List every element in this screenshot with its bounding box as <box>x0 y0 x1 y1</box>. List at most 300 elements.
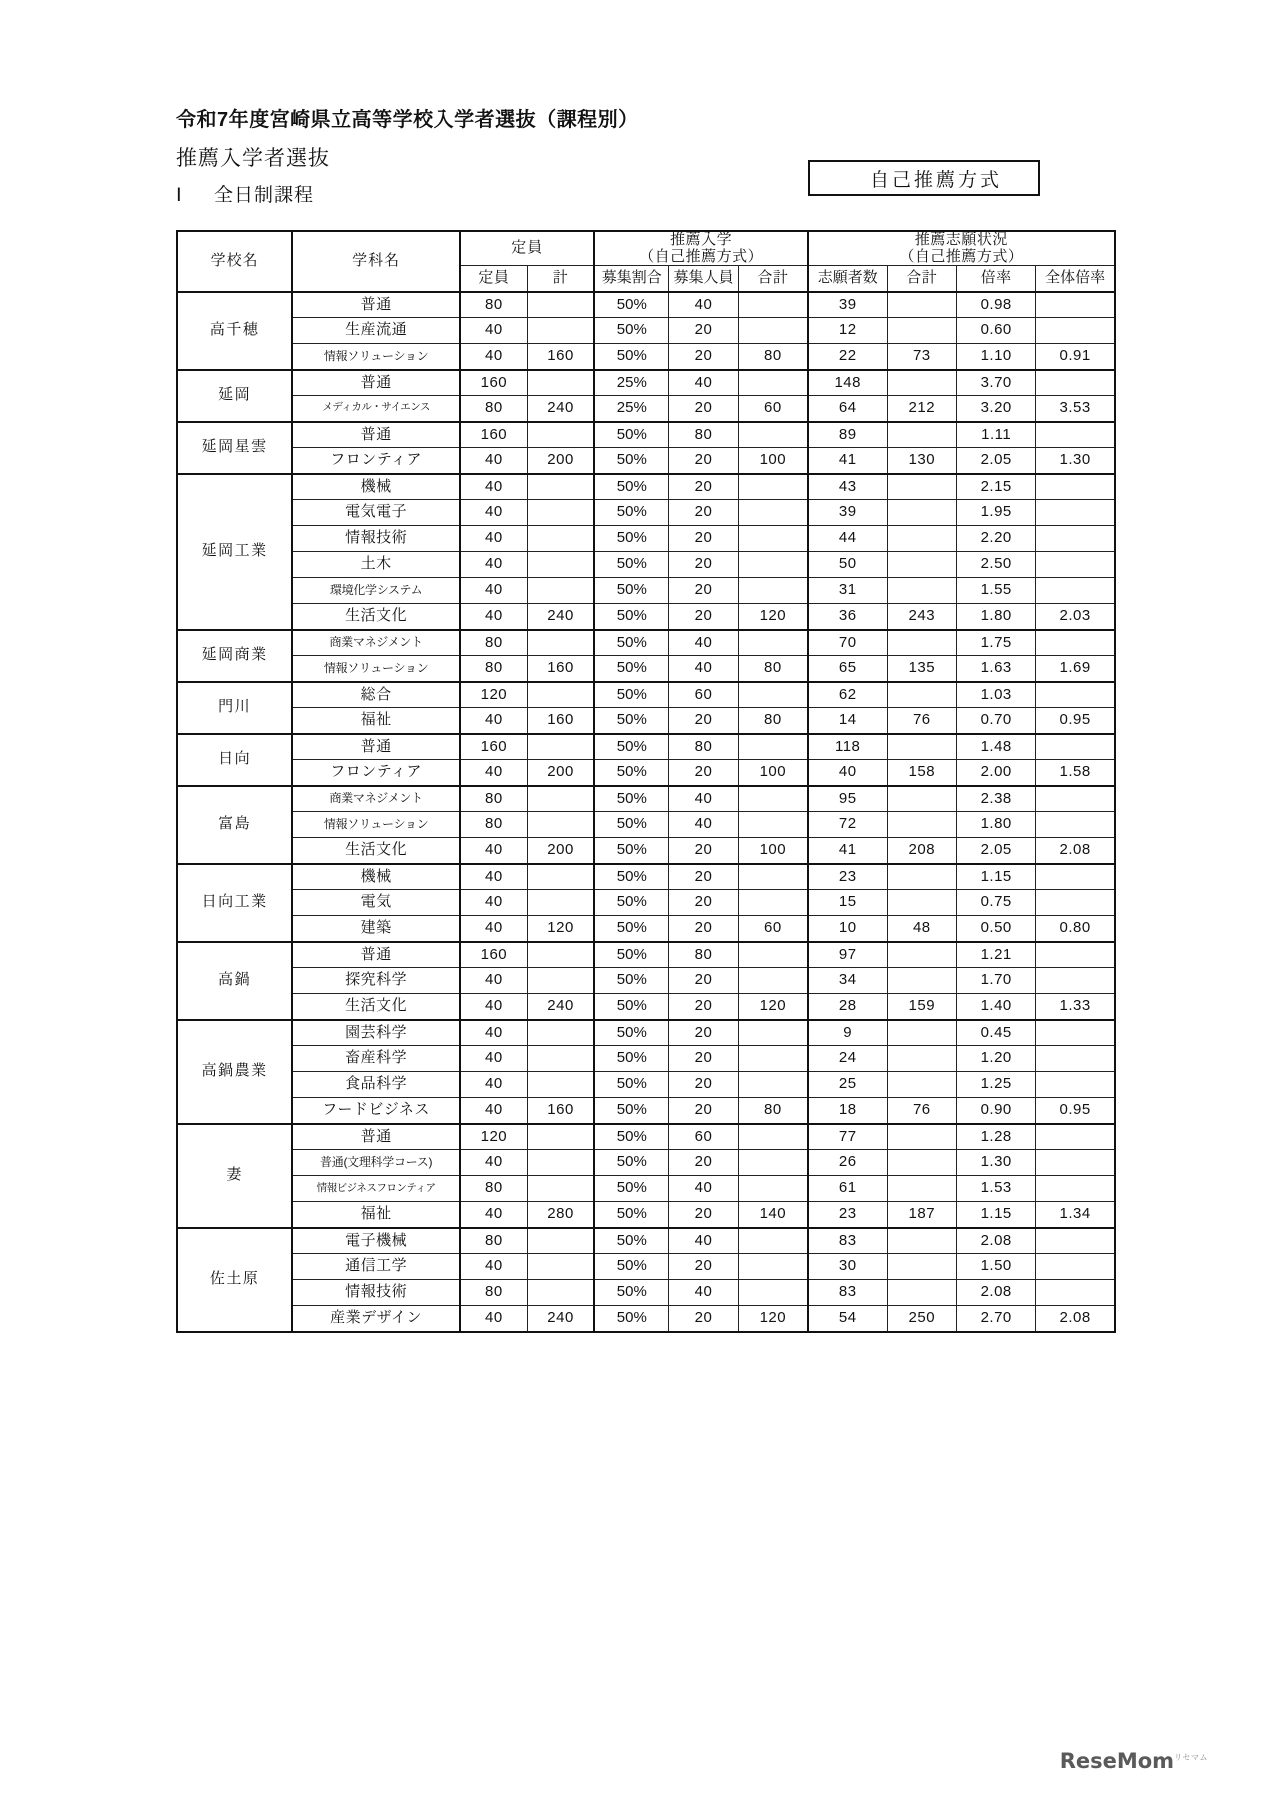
cell-applicants-total <box>887 942 957 968</box>
cell-magnification-overall <box>1036 1150 1115 1176</box>
cell-applicants-total: 187 <box>887 1202 957 1228</box>
cell-applicants: 77 <box>808 1124 887 1150</box>
cell-magnification: 1.63 <box>957 656 1036 682</box>
cell-quota-total <box>738 890 808 916</box>
cell-magnification-overall <box>1036 812 1115 838</box>
cell-capacity-total <box>527 734 594 760</box>
cell-quota-total <box>738 1046 808 1072</box>
cell-school: 延岡 <box>177 370 292 422</box>
cell-applicants-total <box>887 812 957 838</box>
cell-magnification-overall: 1.58 <box>1036 760 1115 786</box>
cell-quota-ratio: 50% <box>594 578 668 604</box>
cell-department: 情報ソリューション <box>292 656 460 682</box>
cell-applicants: 62 <box>808 682 887 708</box>
table-row <box>177 422 1115 448</box>
cell-quota-total <box>738 318 808 344</box>
cell-magnification-overall <box>1036 682 1115 708</box>
cell-magnification-overall <box>1036 578 1115 604</box>
cell-quota-number: 80 <box>669 422 739 448</box>
table-row <box>177 1046 1115 1072</box>
table-row <box>177 1228 1115 1254</box>
document-subtitle: 推薦入学者選抜 <box>176 147 330 170</box>
cell-applicants: 118 <box>808 734 887 760</box>
cell-quota-total <box>738 1072 808 1098</box>
cell-quota-number: 20 <box>669 318 739 344</box>
table-row <box>177 656 1115 682</box>
cell-school: 延岡商業 <box>177 630 292 682</box>
cell-department: 探究科学 <box>292 968 460 994</box>
cell-quota-number: 20 <box>669 1020 739 1046</box>
cell-magnification: 1.95 <box>957 500 1036 526</box>
cell-applicants-total: 250 <box>887 1306 957 1332</box>
cell-capacity-total: 240 <box>527 1306 594 1332</box>
cell-quota-total <box>738 1176 808 1202</box>
cell-capacity-total <box>527 812 594 838</box>
cell-quota-total: 80 <box>738 656 808 682</box>
cell-magnification-overall <box>1036 1228 1115 1254</box>
cell-quota-total <box>738 812 808 838</box>
cell-capacity: 160 <box>460 422 527 448</box>
cell-quota-ratio: 50% <box>594 604 668 630</box>
cell-applicants: 18 <box>808 1098 887 1124</box>
cell-department: 総合 <box>292 682 460 708</box>
admission-table <box>176 230 1116 1333</box>
cell-applicants-total <box>887 500 957 526</box>
cell-magnification-overall: 2.03 <box>1036 604 1115 630</box>
cell-department: 情報ソリューション <box>292 344 460 370</box>
cell-magnification: 1.75 <box>957 630 1036 656</box>
cell-department: 生活文化 <box>292 604 460 630</box>
header-admission-group-line2: （自己推薦方式） <box>639 247 764 265</box>
cell-department: 電気 <box>292 890 460 916</box>
cell-magnification-overall: 2.08 <box>1036 838 1115 864</box>
cell-magnification-overall <box>1036 552 1115 578</box>
cell-applicants: 72 <box>808 812 887 838</box>
cell-capacity: 80 <box>460 1228 527 1254</box>
cell-quota-number: 20 <box>669 1306 739 1332</box>
cell-quota-number: 40 <box>669 1228 739 1254</box>
cell-quota-number: 80 <box>669 734 739 760</box>
cell-quota-ratio: 50% <box>594 1072 668 1098</box>
cell-applicants: 40 <box>808 760 887 786</box>
cell-magnification: 0.45 <box>957 1020 1036 1046</box>
cell-magnification: 0.50 <box>957 916 1036 942</box>
cell-quota-total <box>738 734 808 760</box>
cell-quota-number: 20 <box>669 1046 739 1072</box>
cell-department: 電気電子 <box>292 500 460 526</box>
cell-quota-ratio: 50% <box>594 1124 668 1150</box>
cell-magnification-overall <box>1036 1280 1115 1306</box>
cell-applicants: 83 <box>808 1280 887 1306</box>
cell-capacity-total <box>527 1124 594 1150</box>
cell-magnification: 2.05 <box>957 838 1036 864</box>
cell-applicants: 10 <box>808 916 887 942</box>
cell-magnification-overall <box>1036 422 1115 448</box>
cell-applicants: 70 <box>808 630 887 656</box>
cell-applicants: 50 <box>808 552 887 578</box>
selection-method-label: 自己推薦方式 <box>869 169 1002 191</box>
table-row <box>177 448 1115 474</box>
cell-applicants: 30 <box>808 1254 887 1280</box>
cell-magnification-overall <box>1036 1046 1115 1072</box>
cell-school: 高鍋 <box>177 942 292 1020</box>
cell-quota-total <box>738 292 808 318</box>
cell-capacity: 40 <box>460 838 527 864</box>
cell-applicants-total <box>887 968 957 994</box>
header-applicants-group <box>808 231 1115 266</box>
table-row <box>177 318 1115 344</box>
cell-quota-number: 20 <box>669 916 739 942</box>
cell-quota-ratio: 50% <box>594 344 668 370</box>
header-magnification-overall: 全体倍率 <box>1036 266 1115 292</box>
cell-capacity-total <box>527 864 594 890</box>
cell-magnification: 2.50 <box>957 552 1036 578</box>
cell-magnification-overall <box>1036 786 1115 812</box>
cell-capacity-total: 160 <box>527 708 594 734</box>
cell-applicants: 25 <box>808 1072 887 1098</box>
cell-capacity-total: 160 <box>527 656 594 682</box>
cell-capacity: 40 <box>460 1202 527 1228</box>
cell-applicants-total <box>887 292 957 318</box>
cell-capacity: 80 <box>460 786 527 812</box>
header-admission-group-line1: 推薦入学 <box>670 231 733 248</box>
table-row <box>177 812 1115 838</box>
cell-capacity: 160 <box>460 942 527 968</box>
cell-capacity-total: 200 <box>527 838 594 864</box>
cell-capacity: 40 <box>460 604 527 630</box>
cell-applicants: 23 <box>808 864 887 890</box>
cell-applicants-total <box>887 1124 957 1150</box>
cell-quota-number: 40 <box>669 630 739 656</box>
cell-quota-ratio: 50% <box>594 1150 668 1176</box>
table-row <box>177 1280 1115 1306</box>
cell-applicants: 95 <box>808 786 887 812</box>
cell-capacity: 40 <box>460 318 527 344</box>
cell-quota-number: 20 <box>669 708 739 734</box>
cell-magnification: 1.10 <box>957 344 1036 370</box>
table-row <box>177 344 1115 370</box>
cell-capacity-total <box>527 1020 594 1046</box>
table-row <box>177 292 1115 318</box>
cell-applicants: 31 <box>808 578 887 604</box>
cell-quota-total <box>738 552 808 578</box>
cell-quota-total <box>738 682 808 708</box>
cell-quota-total <box>738 1254 808 1280</box>
cell-quota-number: 40 <box>669 1280 739 1306</box>
cell-capacity: 80 <box>460 1176 527 1202</box>
cell-department: フードビジネス <box>292 1098 460 1124</box>
cell-department: 普通 <box>292 370 460 396</box>
cell-capacity: 40 <box>460 864 527 890</box>
cell-school: 高鍋農業 <box>177 1020 292 1124</box>
cell-capacity-total: 160 <box>527 1098 594 1124</box>
cell-capacity-total: 280 <box>527 1202 594 1228</box>
cell-magnification-overall: 0.95 <box>1036 708 1115 734</box>
cell-department: 商業マネジメント <box>292 786 460 812</box>
cell-applicants-total <box>887 1280 957 1306</box>
cell-applicants-total <box>887 1228 957 1254</box>
cell-quota-number: 20 <box>669 474 739 500</box>
cell-quota-number: 20 <box>669 864 739 890</box>
cell-capacity: 160 <box>460 734 527 760</box>
cell-capacity-total: 120 <box>527 916 594 942</box>
cell-applicants: 64 <box>808 396 887 422</box>
cell-magnification: 0.70 <box>957 708 1036 734</box>
cell-magnification-overall <box>1036 1020 1115 1046</box>
cell-quota-ratio: 50% <box>594 864 668 890</box>
cell-quota-number: 20 <box>669 396 739 422</box>
cell-quota-ratio: 50% <box>594 942 668 968</box>
cell-department: 建築 <box>292 916 460 942</box>
cell-capacity: 120 <box>460 1124 527 1150</box>
cell-applicants: 61 <box>808 1176 887 1202</box>
cell-department: メディカル・サイエンス <box>292 396 460 422</box>
cell-capacity-total <box>527 1046 594 1072</box>
cell-capacity-total <box>527 474 594 500</box>
cell-magnification-overall <box>1036 318 1115 344</box>
header-capacity-total: 計 <box>527 266 594 292</box>
table-body <box>177 292 1115 1332</box>
cell-applicants: 54 <box>808 1306 887 1332</box>
cell-quota-ratio: 50% <box>594 838 668 864</box>
cell-quota-total <box>738 630 808 656</box>
cell-quota-ratio: 25% <box>594 396 668 422</box>
table-row <box>177 1254 1115 1280</box>
cell-quota-number: 40 <box>669 812 739 838</box>
cell-quota-ratio: 50% <box>594 1176 668 1202</box>
cell-quota-ratio: 50% <box>594 786 668 812</box>
cell-magnification-overall <box>1036 1254 1115 1280</box>
cell-magnification-overall <box>1036 864 1115 890</box>
cell-quota-ratio: 50% <box>594 1306 668 1332</box>
cell-quota-total: 80 <box>738 344 808 370</box>
cell-department: 福祉 <box>292 1202 460 1228</box>
cell-capacity-total <box>527 578 594 604</box>
cell-applicants-total <box>887 1072 957 1098</box>
cell-applicants: 34 <box>808 968 887 994</box>
cell-magnification: 1.53 <box>957 1176 1036 1202</box>
cell-department: 食品科学 <box>292 1072 460 1098</box>
cell-capacity: 80 <box>460 630 527 656</box>
cell-applicants-total <box>887 630 957 656</box>
cell-magnification-overall <box>1036 1072 1115 1098</box>
cell-quota-total <box>738 1150 808 1176</box>
table-row <box>177 396 1115 422</box>
cell-quota-ratio: 50% <box>594 656 668 682</box>
cell-capacity-total <box>527 1280 594 1306</box>
cell-department: 生産流通 <box>292 318 460 344</box>
cell-applicants: 28 <box>808 994 887 1020</box>
cell-applicants-total: 243 <box>887 604 957 630</box>
cell-quota-ratio: 50% <box>594 552 668 578</box>
cell-quota-number: 20 <box>669 1098 739 1124</box>
cell-magnification: 1.20 <box>957 1046 1036 1072</box>
cell-school: 富島 <box>177 786 292 864</box>
cell-applicants: 41 <box>808 448 887 474</box>
cell-capacity-total: 240 <box>527 994 594 1020</box>
table-row <box>177 552 1115 578</box>
cell-magnification: 1.03 <box>957 682 1036 708</box>
cell-applicants-total <box>887 1046 957 1072</box>
header-magnification: 倍率 <box>957 266 1036 292</box>
cell-applicants: 22 <box>808 344 887 370</box>
cell-quota-number: 20 <box>669 968 739 994</box>
cell-magnification-overall <box>1036 474 1115 500</box>
cell-capacity: 40 <box>460 916 527 942</box>
cell-quota-total <box>738 474 808 500</box>
cell-quota-total <box>738 942 808 968</box>
table-row <box>177 786 1115 812</box>
cell-quota-ratio: 50% <box>594 500 668 526</box>
cell-magnification: 1.25 <box>957 1072 1036 1098</box>
cell-department: 機械 <box>292 864 460 890</box>
cell-quota-total: 100 <box>738 838 808 864</box>
cell-department: 情報技術 <box>292 1280 460 1306</box>
cell-applicants-total <box>887 578 957 604</box>
cell-quota-total <box>738 500 808 526</box>
cell-capacity-total <box>527 292 594 318</box>
cell-applicants: 36 <box>808 604 887 630</box>
cell-quota-total <box>738 1124 808 1150</box>
table-row <box>177 474 1115 500</box>
table-row <box>177 1202 1115 1228</box>
cell-quota-number: 40 <box>669 292 739 318</box>
cell-quota-number: 20 <box>669 604 739 630</box>
cell-quota-number: 20 <box>669 890 739 916</box>
table-row <box>177 864 1115 890</box>
cell-quota-total: 100 <box>738 760 808 786</box>
cell-quota-number: 20 <box>669 994 739 1020</box>
header-applicants: 志願者数 <box>808 266 887 292</box>
table-row <box>177 1072 1115 1098</box>
cell-school: 延岡工業 <box>177 474 292 630</box>
cell-quota-ratio: 50% <box>594 1254 668 1280</box>
cell-department: 畜産科学 <box>292 1046 460 1072</box>
cell-applicants-total <box>887 474 957 500</box>
cell-magnification: 2.08 <box>957 1228 1036 1254</box>
cell-department: 情報技術 <box>292 526 460 552</box>
header-school: 学校名 <box>177 231 292 292</box>
table-row <box>177 604 1115 630</box>
cell-department: 福祉 <box>292 708 460 734</box>
cell-quota-total <box>738 968 808 994</box>
cell-magnification: 0.75 <box>957 890 1036 916</box>
cell-capacity: 40 <box>460 448 527 474</box>
table-row <box>177 942 1115 968</box>
cell-quota-ratio: 50% <box>594 1046 668 1072</box>
cell-capacity: 80 <box>460 656 527 682</box>
cell-capacity-total <box>527 1072 594 1098</box>
cell-applicants-total <box>887 786 957 812</box>
cell-applicants: 65 <box>808 656 887 682</box>
cell-quota-ratio: 50% <box>594 890 668 916</box>
cell-quota-number: 20 <box>669 1202 739 1228</box>
cell-magnification: 0.60 <box>957 318 1036 344</box>
cell-magnification: 3.20 <box>957 396 1036 422</box>
cell-capacity-total <box>527 682 594 708</box>
cell-quota-total: 100 <box>738 448 808 474</box>
cell-magnification-overall <box>1036 500 1115 526</box>
cell-quota-total: 60 <box>738 916 808 942</box>
cell-quota-total: 120 <box>738 604 808 630</box>
cell-capacity-total <box>527 552 594 578</box>
cell-magnification-overall <box>1036 292 1115 318</box>
cell-magnification-overall <box>1036 1176 1115 1202</box>
cell-department: 普通(文理科学コース) <box>292 1150 460 1176</box>
cell-applicants: 14 <box>808 708 887 734</box>
cell-magnification: 2.05 <box>957 448 1036 474</box>
table-row <box>177 500 1115 526</box>
cell-magnification: 0.90 <box>957 1098 1036 1124</box>
cell-capacity: 80 <box>460 1280 527 1306</box>
cell-magnification: 2.20 <box>957 526 1036 552</box>
cell-department: 情報ソリューション <box>292 812 460 838</box>
cell-quota-total: 120 <box>738 994 808 1020</box>
cell-capacity-total: 200 <box>527 760 594 786</box>
table-row <box>177 682 1115 708</box>
cell-magnification-overall: 0.91 <box>1036 344 1115 370</box>
cell-magnification: 1.28 <box>957 1124 1036 1150</box>
cell-magnification: 1.30 <box>957 1150 1036 1176</box>
cell-applicants-total: 212 <box>887 396 957 422</box>
cell-magnification: 1.48 <box>957 734 1036 760</box>
cell-capacity-total: 200 <box>527 448 594 474</box>
cell-capacity: 120 <box>460 682 527 708</box>
cell-applicants-total <box>887 1176 957 1202</box>
table-row <box>177 1124 1115 1150</box>
cell-applicants-total: 76 <box>887 708 957 734</box>
page-title: 令和7年度宮崎県立高等学校入学者選抜（課程別） <box>176 109 639 131</box>
cell-applicants: 12 <box>808 318 887 344</box>
cell-applicants-total: 158 <box>887 760 957 786</box>
header-applicants-total: 合計 <box>887 266 957 292</box>
cell-capacity: 40 <box>460 1254 527 1280</box>
site-watermark <box>1060 1749 1208 1773</box>
cell-department: 環境化学システム <box>292 578 460 604</box>
cell-capacity: 40 <box>460 760 527 786</box>
header-quota-ratio: 募集割合 <box>594 266 668 292</box>
cell-quota-ratio: 50% <box>594 422 668 448</box>
cell-capacity: 80 <box>460 396 527 422</box>
cell-quota-total <box>738 786 808 812</box>
table-row <box>177 994 1115 1020</box>
cell-quota-total <box>738 1020 808 1046</box>
cell-quota-total: 140 <box>738 1202 808 1228</box>
cell-capacity-total: 160 <box>527 344 594 370</box>
cell-department: 土木 <box>292 552 460 578</box>
cell-applicants: 97 <box>808 942 887 968</box>
cell-applicants-total: 130 <box>887 448 957 474</box>
cell-quota-ratio: 50% <box>594 760 668 786</box>
table-row <box>177 760 1115 786</box>
section-number: Ⅰ <box>176 185 183 207</box>
cell-magnification: 2.38 <box>957 786 1036 812</box>
cell-department: 普通 <box>292 942 460 968</box>
cell-applicants: 39 <box>808 292 887 318</box>
cell-capacity: 40 <box>460 1020 527 1046</box>
cell-quota-number: 40 <box>669 1176 739 1202</box>
cell-magnification-overall <box>1036 1124 1115 1150</box>
cell-magnification: 1.80 <box>957 604 1036 630</box>
cell-magnification: 1.40 <box>957 994 1036 1020</box>
cell-quota-number: 40 <box>669 656 739 682</box>
cell-capacity: 40 <box>460 474 527 500</box>
header-admission-group <box>594 231 808 266</box>
cell-quota-total: 80 <box>738 1098 808 1124</box>
cell-capacity: 40 <box>460 526 527 552</box>
cell-quota-total: 80 <box>738 708 808 734</box>
cell-quota-total: 120 <box>738 1306 808 1332</box>
